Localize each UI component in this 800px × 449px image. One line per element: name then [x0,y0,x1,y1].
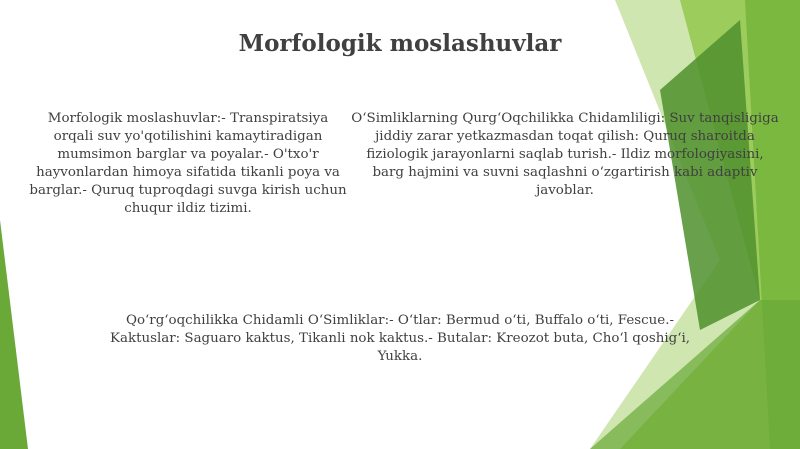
paragraph-bottom: Qo‘rg‘oqchilikka Chidamli O‘Simliklar:- O‘tlar: Bermud o‘ti, Buffalo o‘ti, Fescue.- Kaktuslar: Saguaro kaktus, Tikanli nok kaktus.- Butalar: Kreozot buta, Cho‘l qoshig‘i, Yukka. [109,313,690,364]
paragraph-right: O‘Simliklarning Qurg‘Oqchilikka Chidamliligi: Suv tanqisligiga jiddiy zarar yetkazmasdan toqat qilish: Quruq sharoitda fiziologik jarayonlarni saqlab turish.- Ildiz morfologiyasini, barg hajmini va suvni saqlashni o‘zgartirish kabi adaptiv javoblar. [351,111,779,198]
slide-title: Morfologik moslashuvlar [238,30,562,57]
paragraph-left: Morfologik moslashuvlar:- Transpiratsiya orqali suv yo'qotilishini kamaytiradigan mumsimon barglar va poyalar.- O'txo'r hayvonlardan himoya sifatida tikanli poya va barglar.- Quruq tuproqdagi suvga kirish uchun chuqur ildiz tizimi. [29,111,347,216]
decor-left-wedge [0,220,28,449]
